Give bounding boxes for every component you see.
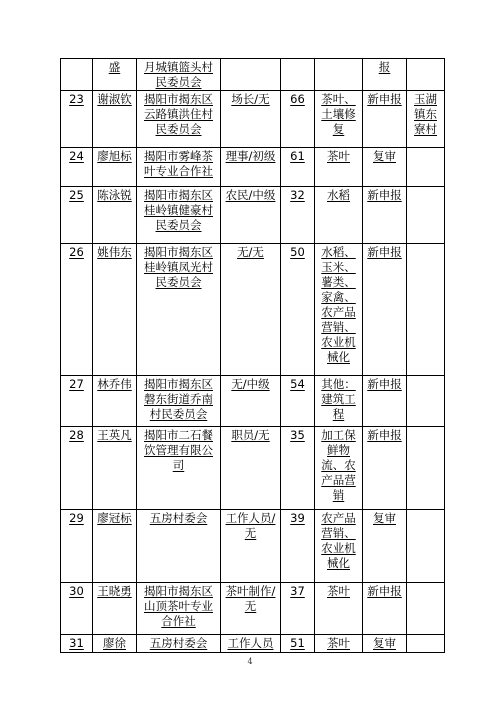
row-number-cell: 31 [61, 635, 93, 653]
service-location-cell [407, 187, 445, 244]
position-title-cell: 工作人员 [221, 635, 281, 653]
service-location-cell [407, 148, 445, 187]
position-title-cell: 场长/无 [221, 91, 281, 148]
work-unit-cell: 揭阳市雾峰茶叶专业合作社 [137, 148, 221, 187]
row-number-cell: 26 [61, 244, 93, 376]
table-row [61, 244, 445, 376]
specialty-field-cell: 茶叶、土壤修复 [315, 91, 363, 148]
work-unit-cell: 揭阳市揭东区云路镇洪住村民委员会 [137, 91, 221, 148]
table-row [61, 187, 445, 244]
specialty-field-cell [315, 59, 363, 91]
page-number: 4 [247, 657, 253, 666]
person-name-cell: 廖冠标 [93, 510, 137, 583]
age-cell [281, 59, 315, 91]
work-unit-cell: 揭阳市二石餐饮管理有限公司 [137, 427, 221, 510]
table-row [61, 583, 445, 635]
position-title-cell: 无/无 [221, 244, 281, 376]
specialty-field-cell: 茶叶 [315, 148, 363, 187]
specialty-field-cell: 加工保鲜物流、农产品营销 [315, 427, 363, 510]
age-cell: 51 [281, 635, 315, 653]
position-title-cell: 工作人员/无 [221, 510, 281, 583]
table-row [61, 91, 445, 148]
person-name-cell: 廖徐 [93, 635, 137, 653]
position-title-cell: 农民/中级 [221, 187, 281, 244]
position-title-cell: 无/中级 [221, 376, 281, 427]
specialty-field-cell: 茶叶 [315, 583, 363, 635]
specialty-field-cell: 其他：建筑工程 [315, 376, 363, 427]
person-name-cell: 陈泳锐 [93, 187, 137, 244]
person-name-cell: 王晓勇 [93, 583, 137, 635]
person-name-cell: 谢淑钦 [93, 91, 137, 148]
work-unit-cell: 月城镇篮头村民委员会 [137, 59, 221, 91]
row-number-cell: 23 [61, 91, 93, 148]
service-location-cell [407, 244, 445, 376]
row-number-cell: 24 [61, 148, 93, 187]
application-type-cell: 新申报 [363, 583, 407, 635]
position-title-cell: 茶叶制作/无 [221, 583, 281, 635]
person-name-cell: 廖旭标 [93, 148, 137, 187]
age-cell: 61 [281, 148, 315, 187]
specialty-field-cell: 农产品营销、农业机械化 [315, 510, 363, 583]
service-location-cell [407, 427, 445, 510]
application-type-cell: 复审 [363, 635, 407, 653]
service-location-cell: 玉湖镇东寮村 [407, 91, 445, 148]
age-cell: 66 [281, 91, 315, 148]
service-location-cell [407, 376, 445, 427]
position-title-cell [221, 59, 281, 91]
table-row [61, 59, 445, 91]
application-type-cell: 新申报 [363, 91, 407, 148]
row-number-cell: 30 [61, 583, 93, 635]
age-cell: 35 [281, 427, 315, 510]
application-type-cell: 新申报 [363, 376, 407, 427]
table-row [61, 427, 445, 510]
table-row [61, 148, 445, 187]
work-unit-cell: 揭阳市揭东区山顶茶叶专业合作社 [137, 583, 221, 635]
person-name-cell: 林乔伟 [93, 376, 137, 427]
service-location-cell [407, 583, 445, 635]
row-number-cell: 27 [61, 376, 93, 427]
application-type-cell: 报 [363, 59, 407, 91]
age-cell: 50 [281, 244, 315, 376]
work-unit-cell: 五房村委会 [137, 510, 221, 583]
position-title-cell: 理事/初级 [221, 148, 281, 187]
application-type-cell: 新申报 [363, 244, 407, 376]
work-unit-cell: 揭阳市揭东区桂岭镇凤光村民委员会 [137, 244, 221, 376]
specialty-field-cell: 茶叶 [315, 635, 363, 653]
row-number-cell: 25 [61, 187, 93, 244]
row-number-cell [61, 59, 93, 91]
application-type-cell: 新申报 [363, 187, 407, 244]
person-name-cell: 姚伟东 [93, 244, 137, 376]
work-unit-cell: 五房村委会 [137, 635, 221, 653]
service-location-cell [407, 510, 445, 583]
row-number-cell: 28 [61, 427, 93, 510]
application-type-cell: 新申报 [363, 427, 407, 510]
age-cell: 37 [281, 583, 315, 635]
row-number-cell: 29 [61, 510, 93, 583]
personnel-table [60, 58, 445, 653]
service-location-cell [407, 59, 445, 91]
service-location-cell [407, 635, 445, 653]
age-cell: 54 [281, 376, 315, 427]
person-name-cell: 王英凡 [93, 427, 137, 510]
position-title-cell: 职员/无 [221, 427, 281, 510]
age-cell: 39 [281, 510, 315, 583]
table-row [61, 376, 445, 427]
specialty-field-cell: 水稻 [315, 187, 363, 244]
work-unit-cell: 揭阳市揭东区磐东街道乔南村民委员会 [137, 376, 221, 427]
application-type-cell: 复审 [363, 148, 407, 187]
table-row [61, 510, 445, 583]
application-type-cell: 复审 [363, 510, 407, 583]
specialty-field-cell: 水稻、玉米、薯类、家禽、农产品营销、农业机械化 [315, 244, 363, 376]
age-cell: 32 [281, 187, 315, 244]
work-unit-cell: 揭阳市揭东区桂岭镇健豪村民委员会 [137, 187, 221, 244]
table-row [61, 635, 445, 653]
table-body [61, 59, 445, 653]
person-name-cell: 盛 [93, 59, 137, 91]
